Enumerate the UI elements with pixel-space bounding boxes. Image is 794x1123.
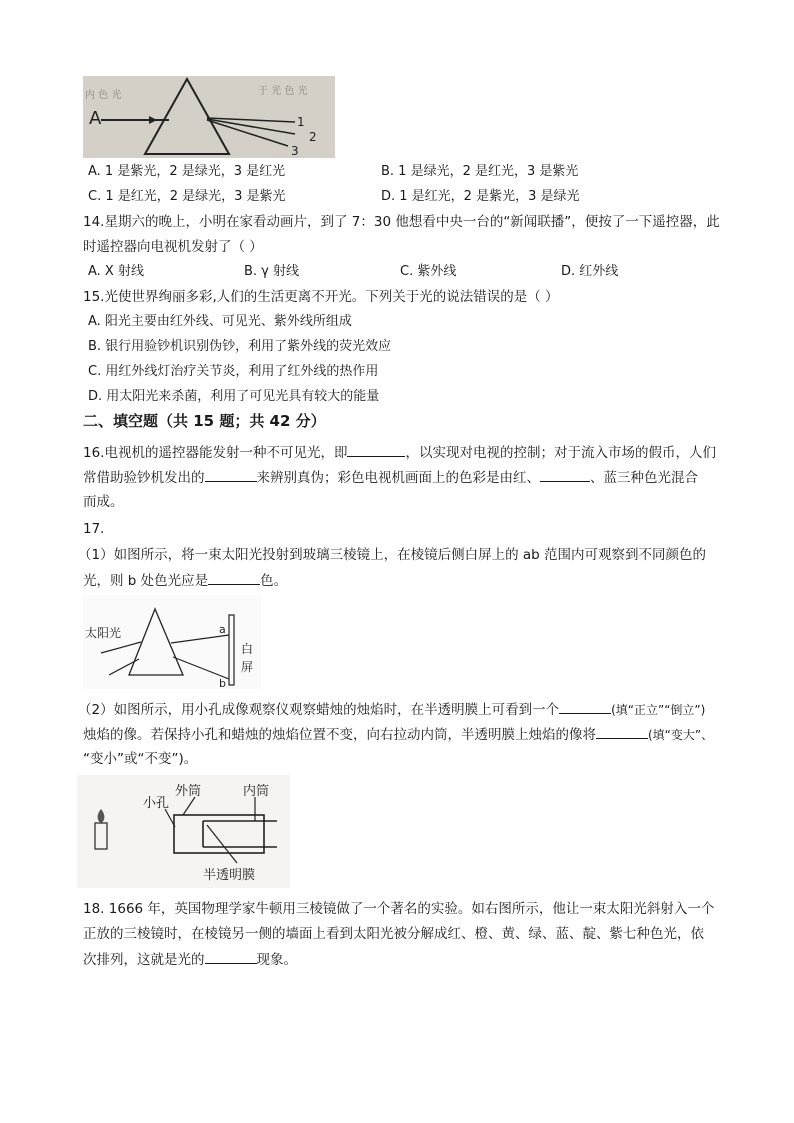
q17-text: 光，则 b 处色光应是 — [83, 573, 209, 589]
q17-blank-2[interactable] — [559, 699, 611, 714]
q15-option-c: C. 用红外线灯治疗关节炎，利用了红外线的热作用 — [88, 364, 379, 379]
q17-text: (填“正立”“倒立”) — [611, 703, 706, 717]
sun-label: 太阳光 — [85, 626, 122, 640]
q17-part1-line1: （1）如图所示，将一束太阳光投射到玻璃三棱镜上，在棱镜后侧白屏上的 ab 范围内可观察到不同颜色的 — [78, 547, 707, 563]
q16-line2 — [83, 467, 698, 488]
outer-tube-label: 外筒 — [175, 784, 202, 799]
ray-label-2: 2 — [309, 130, 317, 144]
q17-text: （2）如图所示，用小孔成像观察仪观察蜡烛的烛焰时，在半透明膜上可看到一个 — [78, 702, 560, 718]
label-a: A — [89, 108, 102, 129]
q14-stem-line2: 时遥控器向电视机发射了（ ） — [83, 239, 263, 255]
q16-text: 常借助验钞机发出的 — [83, 470, 205, 486]
q13-option-a: A. 1 是紫光，2 是绿光，3 是红光 — [88, 164, 286, 179]
q17-number: 17. — [83, 521, 105, 537]
q17-part2-line2 — [83, 724, 713, 745]
q17-part2-line1 — [78, 699, 705, 720]
q17-blank-1[interactable] — [208, 570, 260, 585]
q18-line3 — [83, 949, 297, 970]
prism-screen-figure — [83, 595, 261, 689]
svg-text:内 色 光: 内 色 光 — [85, 90, 122, 101]
inner-tube-label: 内筒 — [243, 784, 270, 799]
q14-option-d: D. 红外线 — [561, 264, 619, 279]
q16-blank-2[interactable] — [205, 467, 257, 482]
q18-line1: 18. 1666 年，英国物理学家牛顿用三棱镜做了一个著名的实验。如右图所示，他让一束太阳光斜射入一个 — [83, 901, 715, 917]
q18-line2: 正放的三棱镜时，在棱镜另一侧的墙面上看到太阳光被分解成红、橙、黄、绿、蓝、靛、紫七种色光，依 — [83, 926, 704, 942]
ray-label-1: 1 — [297, 115, 305, 129]
q17-text: 色。 — [260, 573, 288, 589]
q17-text: 烛焰的像。若保持小孔和蜡烛的烛焰位置不变，向右拉动内筒，半透明膜上烛焰的像将 — [83, 727, 596, 743]
point-a-label: a — [219, 623, 226, 636]
q15-stem: 15.光使世界绚丽多彩,人们的生活更离不开光。下列关于光的说法错误的是（ ） — [83, 289, 559, 305]
q16-line3: 而成。 — [83, 494, 124, 510]
q16-text: 16.电视机的遥控器能发射一种不可见光，即 — [83, 445, 348, 461]
q17-part2-line3: “变小”或“不变”)。 — [83, 751, 198, 767]
q15-option-a: A. 阳光主要由红外线、可见光、紫外线所组成 — [88, 314, 352, 329]
ray-label-3: 3 — [291, 144, 299, 158]
q18-text: 现象。 — [256, 952, 297, 968]
q15-option-b: B. 银行用验钞机识别伪钞，利用了紫外线的荧光效应 — [88, 339, 392, 354]
q14-option-c: C. 紫外线 — [400, 264, 457, 279]
pinhole-label: 小孔 — [143, 796, 170, 811]
q16-text: 、蓝三种色光混合 — [590, 470, 698, 486]
q16-text: ，以实现对电视的控制；对于流入市场的假币，人们 — [405, 445, 716, 461]
q13-option-c: C. 1 是红光，2 是绿光，3 是紫光 — [88, 189, 286, 204]
q17-part1-line2 — [83, 570, 287, 591]
prism-dispersion-figure — [83, 76, 335, 158]
section-heading: 二、填空题（共 15 题；共 42 分） — [83, 412, 326, 430]
q16-line1 — [83, 442, 716, 463]
q13-option-d: D. 1 是红光，2 是紫光，3 是绿光 — [381, 189, 580, 204]
q13-option-b: B. 1 是绿光，2 是红光，3 是紫光 — [381, 164, 579, 179]
q16-blank-3[interactable] — [540, 467, 590, 482]
q14-option-b: B. γ 射线 — [244, 264, 300, 279]
q17-blank-3[interactable] — [596, 724, 648, 739]
q18-text: 次排列，这就是光的 — [83, 952, 205, 968]
q17-text: (填“变大”、 — [648, 728, 714, 742]
q16-text: 来辨别真伪；彩色电视机画面上的色彩是由红、 — [256, 470, 540, 486]
point-b-label: b — [219, 677, 226, 689]
screen-label-2: 屏 — [241, 660, 254, 674]
svg-text:于 光 色 光: 于 光 色 光 — [258, 86, 308, 97]
film-label: 半透明膜 — [203, 868, 256, 883]
pinhole-camera-figure — [77, 775, 290, 888]
q16-blank-1[interactable] — [347, 442, 405, 457]
screen-label-1: 白 — [241, 642, 254, 656]
q18-blank[interactable] — [205, 949, 257, 964]
q14-option-a: A. X 射线 — [88, 264, 144, 279]
q15-option-d: D. 用太阳光来杀菌，利用了可见光具有较大的能量 — [88, 389, 380, 404]
q14-stem-line1: 14.星期六的晚上，小明在家看动画片，到了 7：30 他想看中央一台的“新闻联播”，便按了一下遥控器，此 — [83, 214, 720, 230]
